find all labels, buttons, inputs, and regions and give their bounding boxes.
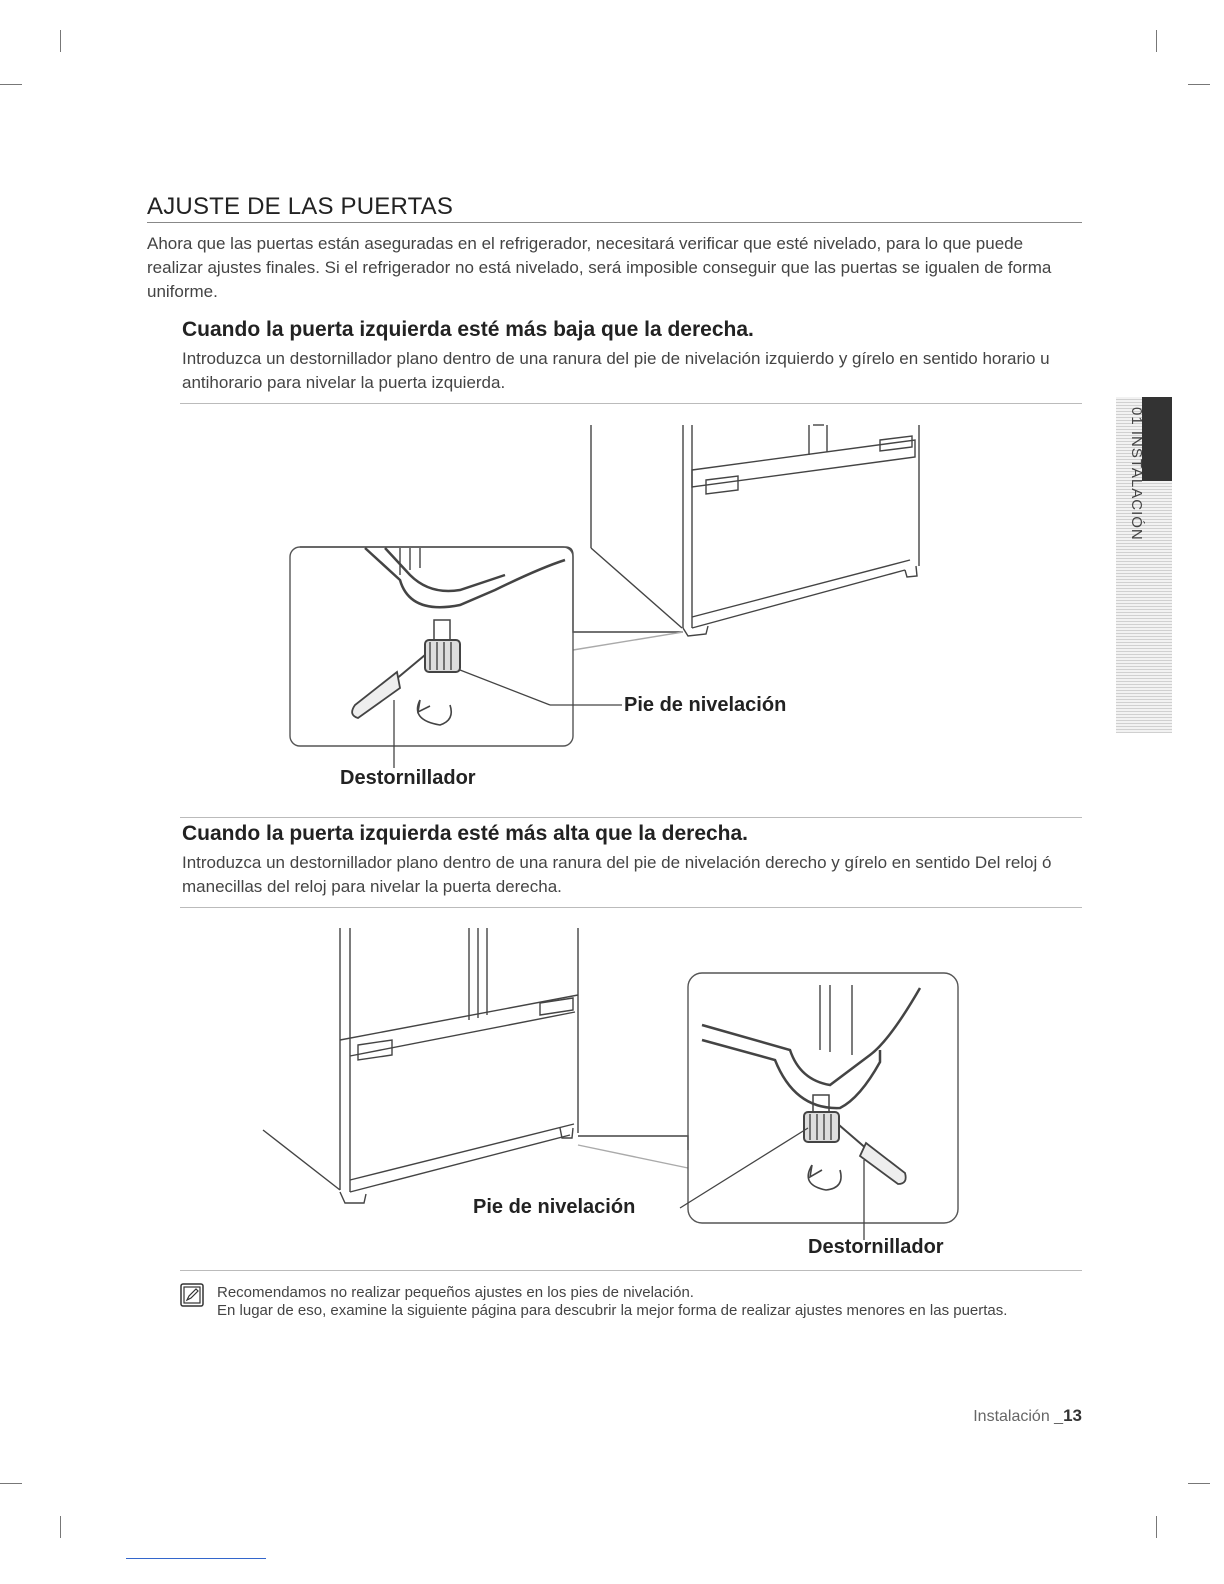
section-divider	[180, 817, 1082, 818]
case-high-text: Introduzca un destornillador plano dentro de una ranura del pie de nivelación derecho y gírelo en sentido Del reloj ó manecillas del reloj para nivelar la puerta derecha.	[182, 853, 1052, 896]
note-icon	[180, 1283, 204, 1307]
crop-mark	[1156, 1516, 1157, 1538]
bottom-underline	[126, 1558, 266, 1559]
case-low-text: Introduzca un destornillador plano dentro de una ranura del pie de nivelación izquierdo y gírelo en sentido horario u antihorario para nivelar la puerta izquierda.	[182, 349, 1050, 392]
chapter-tab	[1116, 397, 1172, 733]
label-screwdriver-2: Destornillador	[808, 1236, 944, 1258]
note-line: En lugar de eso, examine la siguiente página para descubrir la mejor forma de realizar ajustes menores en las puertas.	[217, 1302, 1008, 1319]
note-text	[217, 1284, 1077, 1320]
crop-mark	[60, 1516, 61, 1538]
page-title: AJUSTE DE LAS PUERTAS	[147, 193, 454, 220]
crop-mark	[60, 30, 61, 52]
label-screwdriver-1: Destornillador	[340, 767, 476, 789]
page-number: 13	[1063, 1406, 1082, 1425]
note-line: Recomendamos no realizar pequeños ajustes en los pies de nivelación.	[217, 1284, 694, 1301]
title-rule	[147, 222, 1082, 223]
crop-mark	[1156, 30, 1157, 52]
footer-section: Instalación _	[973, 1408, 1064, 1425]
refrigerator-illustration	[263, 928, 958, 1240]
case-low-heading: Cuando la puerta izquierda esté más baja que la derecha.	[182, 318, 754, 341]
crop-mark	[1188, 1483, 1210, 1484]
chapter-tab-label: 01 INSTALACIÓN	[1128, 407, 1145, 541]
refrigerator-illustration	[290, 425, 919, 768]
case-high-heading: Cuando la puerta izquierda esté más alta que la derecha.	[182, 822, 749, 845]
label-leveling-foot-1: Pie de nivelación	[624, 694, 787, 716]
section-divider	[180, 403, 1082, 404]
page-footer	[973, 1406, 1082, 1426]
section-divider	[180, 1270, 1082, 1271]
intro-paragraph: Ahora que las puertas están aseguradas en el refrigerador, necesitará verificar que esté nivelado, para lo que puede realizar ajustes finales. Si el refrigerador no está nivelado, será imposible conseguir que las puertas se igualen de forma uniforme.	[147, 234, 1052, 301]
chapter-tab-marker	[1142, 397, 1172, 481]
crop-mark	[0, 1483, 22, 1484]
crop-mark	[0, 84, 22, 85]
section-divider	[180, 907, 1082, 908]
label-leveling-foot-2: Pie de nivelación	[473, 1196, 636, 1218]
crop-mark	[1188, 84, 1210, 85]
